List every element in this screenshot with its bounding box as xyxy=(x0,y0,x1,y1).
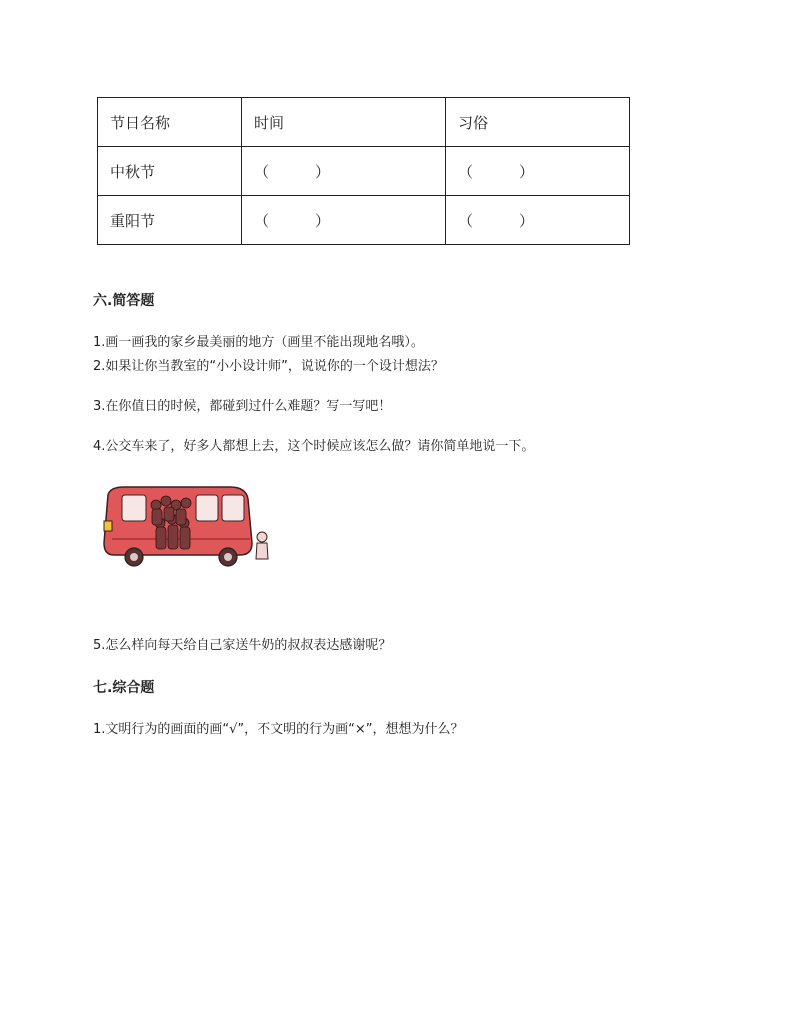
festival-table xyxy=(97,97,630,245)
bus-crowd-illustration xyxy=(100,483,280,575)
header-custom: 习俗 xyxy=(446,98,630,147)
paren-open: （ xyxy=(458,211,474,230)
festival-name-cell: 重阳节 xyxy=(98,196,242,245)
time-blank-cell[interactable] xyxy=(242,196,446,245)
paren-open: （ xyxy=(458,162,474,181)
section7-heading: 七.综合题 xyxy=(93,680,155,696)
table-row xyxy=(98,147,630,196)
paren-close: ） xyxy=(519,162,535,181)
paren-open: （ xyxy=(254,162,270,181)
section7-question-1: 1.文明行为的画面的画“√”，不文明的行为画“×”，想想为什么？ xyxy=(93,722,464,737)
time-blank-cell[interactable] xyxy=(242,147,446,196)
header-time: 时间 xyxy=(242,98,446,147)
paren-close: ） xyxy=(315,211,331,230)
question-1: 1.画一画我的家乡最美丽的地方（画里不能出现地名哦）。 xyxy=(93,335,424,350)
section6-heading: 六.简答题 xyxy=(93,293,155,309)
header-festival-name: 节日名称 xyxy=(98,98,242,147)
paren-open: （ xyxy=(254,211,270,230)
question-5: 5.怎么样向每天给自己家送牛奶的叔叔表达感谢呢？ xyxy=(93,638,392,653)
custom-blank-cell[interactable] xyxy=(446,196,630,245)
paren-close: ） xyxy=(519,211,535,230)
question-2: 2.如果让你当教室的“小小设计师”，说说你的一个设计想法？ xyxy=(93,359,444,374)
paren-close: ） xyxy=(315,162,331,181)
table-row xyxy=(98,196,630,245)
table-header-row xyxy=(98,98,630,147)
bus-icon xyxy=(100,483,280,575)
question-3: 3.在你值日的时候，都碰到过什么难题？写一写吧！ xyxy=(93,399,392,414)
festival-name-cell: 中秋节 xyxy=(98,147,242,196)
question-4: 4.公交车来了，好多人都想上去，这个时候应该怎么做？请你简单地说一下。 xyxy=(93,439,535,454)
custom-blank-cell[interactable] xyxy=(446,147,630,196)
